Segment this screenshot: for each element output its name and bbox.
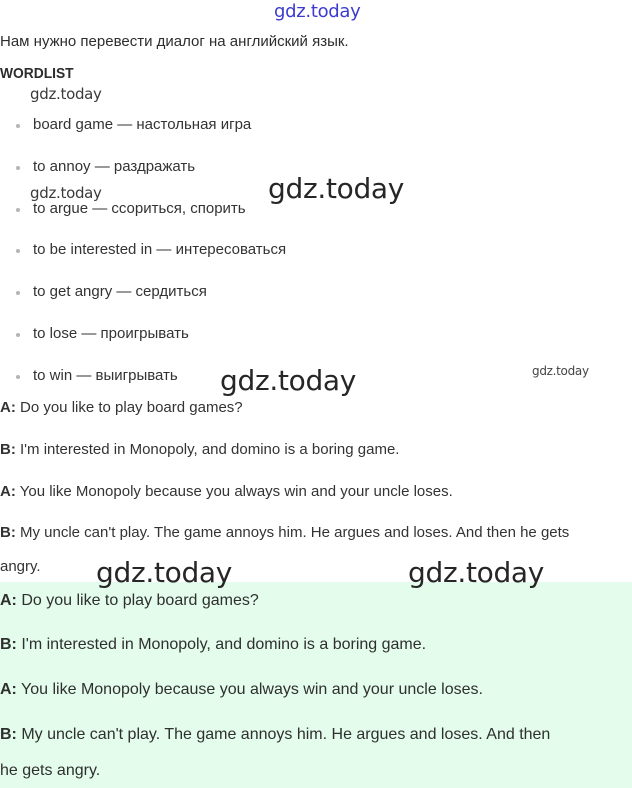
wordlist-title: WORDLIST — [0, 65, 74, 82]
answer-text: Do you like to play board games? — [16, 592, 259, 609]
dialogue-line — [0, 399, 243, 416]
dialogue-text: Do you like to play board games? — [15, 399, 243, 416]
dialogue-line — [0, 441, 399, 458]
watermark: gdz.today — [30, 184, 102, 202]
answer-text: You like Monopoly because you always win and your uncle loses. — [16, 681, 483, 698]
speaker-label: A: — [0, 681, 17, 698]
answer-line-continued: he gets angry. — [0, 762, 101, 779]
watermark: gdz.today — [532, 364, 589, 378]
answer-line — [0, 592, 259, 610]
bullet-icon — [16, 249, 20, 253]
speaker-label: B: — [0, 524, 16, 541]
watermark: gdz.today — [30, 85, 102, 103]
bullet-icon — [16, 124, 20, 128]
speaker-label: B: — [0, 636, 17, 653]
bullet-icon — [16, 291, 20, 295]
dialogue-text: I'm interested in Monopoly, and domino is a boring game. — [15, 441, 400, 458]
dialogue-line — [0, 524, 569, 541]
watermark: gdz.today — [220, 364, 357, 397]
speaker-label: A: — [0, 592, 17, 609]
dialogue-line-continued: angry. — [0, 558, 41, 575]
dialogue-text: You like Monopoly because you always win and your uncle loses. — [15, 483, 453, 500]
speaker-label: B: — [0, 726, 17, 743]
answer-text: My uncle can't play. The game annoys him. He argues and loses. And then — [16, 726, 551, 743]
watermark: gdz.today — [408, 556, 545, 589]
bullet-icon — [16, 333, 20, 337]
dialogue-line — [0, 483, 453, 500]
answer-block — [0, 582, 632, 788]
bullet-icon — [16, 208, 20, 212]
watermark-top: gdz.today — [274, 1, 361, 22]
bullet-icon — [16, 166, 20, 170]
watermark: gdz.today — [96, 556, 233, 589]
answer-line — [0, 681, 483, 699]
answer-text: I'm interested in Monopoly, and domino is a boring game. — [16, 636, 427, 653]
answer-line — [0, 636, 426, 654]
dialogue-text: My uncle can't play. The game annoys him. He argues and loses. And then he gets — [15, 524, 570, 541]
speaker-label: A: — [0, 399, 16, 416]
speaker-label: A: — [0, 483, 16, 500]
answer-line — [0, 726, 550, 744]
bullet-icon — [16, 375, 20, 379]
watermark: gdz.today — [268, 172, 405, 205]
speaker-label: B: — [0, 441, 16, 458]
intro-text: Нам нужно перевести диалог на английский язык. — [0, 33, 349, 50]
